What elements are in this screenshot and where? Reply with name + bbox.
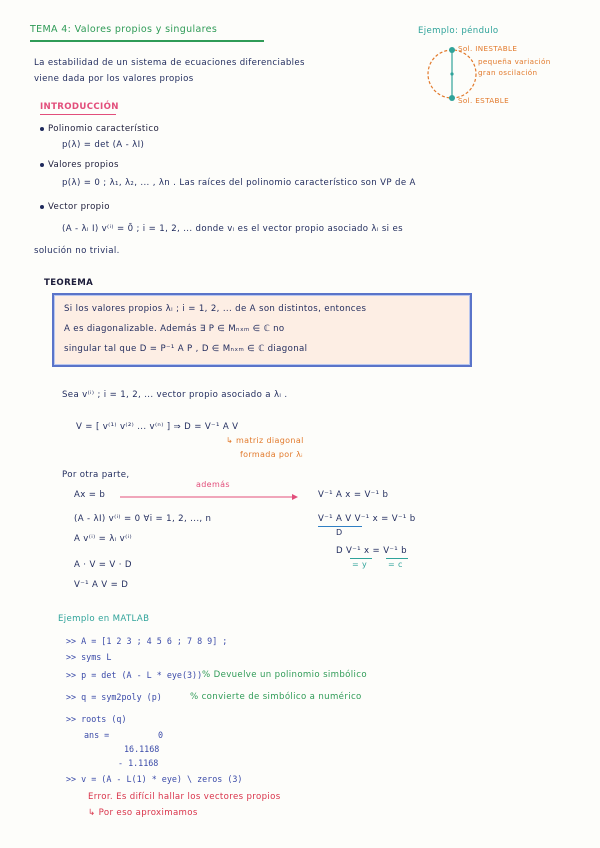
arrow-icon [120,491,300,503]
ademas-label: además [196,480,230,489]
ademas-arrow [120,488,300,500]
intro-line-1: La estabilidad de un sistema de ecuaciones diferenciables [34,58,305,68]
pendulum-big-oscillation: gran oscilación [478,68,538,77]
eq-vavv: V⁻¹ A V V⁻¹ x = V⁻¹ b [318,514,416,524]
matlab-line-2: >> syms L [66,652,112,662]
eq-av-lambda: A v⁽ⁱ⁾ = λᵢ v⁽ⁱ⁾ [74,534,132,544]
matlab-line-5: >> roots (q) [66,714,127,724]
bullet-dot [40,205,44,209]
matlab-error-line: Error. Es difícil hallar los vectores propios [88,792,281,802]
eq-v-inverse-av-d: V⁻¹ A V = D [74,580,129,590]
bullet-vector-propio [40,202,110,212]
d-label: D [336,528,343,537]
bullet-valores-label: Valores propios [48,160,119,170]
matlab-ans-label: ans = [84,730,110,740]
por-otra-heading: Por otra parte, [62,470,130,480]
eq-v-inverse-ax: V⁻¹ A x = V⁻¹ b [318,490,389,500]
teorema-line-2: A es diagonalizable. Además ∃ P ∈ Mₙₓₘ ∈ ℂ no [64,324,285,334]
intro-line-2: viene dada por los valores propios [34,74,194,84]
pendulum-estable-label: Sol. ESTABLE [458,96,510,105]
vector-propio-text-1: (A - λᵢ I) v⁽ⁱ⁾ = 0̄ ; i = 1, 2, ... donde vᵢ es el vector propio asociado λᵢ si es [62,224,403,234]
matlab-root-1: 0 [158,730,164,740]
matlab-line-1: >> A = [1 2 3 ; 4 5 6 ; 7 8 9] ; [66,636,228,646]
pendulum-example-title: Ejemplo: péndulo [418,26,499,36]
v-matrix-formula: V = [ v⁽¹⁾ v⁽²⁾ ... v⁽ⁿ⁾ ] ⇒ D = V⁻¹ A V [76,422,239,432]
teorema-heading: TEOREMA [44,278,94,288]
matlab-line-6: >> v = (A - L(1) * eye) \ zeros (3) [66,774,243,784]
y-label: = y [352,560,368,569]
eq-ax-b: Ax = b [74,490,106,500]
matlab-line-4: >> q = sym2poly (p) [66,692,162,702]
teorema-line-3: singular tal que D = P⁻¹ A P , D ∈ Mₙₓₘ ∈ ℂ diagonal [64,344,308,354]
c-label: = c [388,560,403,569]
c-underline [386,558,408,559]
matlab-comment-3: % Devuelve un polinomio simbólico [202,670,367,680]
pendulum-inestable-label: Sol. INESTABLE [458,44,518,53]
introduccion-underline [40,114,116,115]
matlab-error-note: ↳ Por eso aproximamos [88,808,198,818]
matlab-root-2: 16.1168 [124,744,160,754]
eq-dv-inverse: D V⁻¹ x = V⁻¹ b [336,546,407,556]
matlab-heading: Ejemplo en MATLAB [58,614,150,624]
vector-propio-text-2: solución no trivial. [34,246,120,256]
vav-underline [318,526,362,527]
bullet-valores-propios [40,160,119,170]
bullet-polinomio [40,124,159,134]
y-underline [350,558,372,559]
matriz-diagonal-note: ↳ matriz diagonal [226,436,304,445]
eq-av-vd: A · V = V · D [74,560,132,570]
matlab-line-3: >> p = det (A - L * eye(3)) [66,670,203,680]
valores-propios-text: p(λ) = 0 ; λ₁, λ₂, ... , λn . Las raíces del polinomio característico son VP de A [62,178,416,188]
sea-line: Sea v⁽ⁱ⁾ ; i = 1, 2, ... vector propio asociado a λᵢ . [62,390,288,400]
bullet-polinomio-label: Polinomio característico [48,124,160,134]
bullet-dot [40,127,44,131]
bullet-vector-label: Vector propio [48,202,110,212]
matlab-root-3: - 1.1168 [118,758,159,768]
page-title: TEMA 4: Valores propios y singulares [30,24,218,35]
title-underline [30,40,264,42]
teorema-line-1: Si los valores propios λᵢ ; i = 1, 2, ... de A son distintos, entonces [64,304,367,314]
bullet-dot [40,163,44,167]
polinomio-formula: p(λ) = det (A - λI) [62,140,145,150]
section-introduccion-heading: INTRODUCCIÓN [40,102,119,112]
pendulum-small-variation: pequeña variación [478,57,551,66]
eq-eigen: (A - λI) v⁽ⁱ⁾ = 0 ∀i = 1, 2, ..., n [74,514,212,524]
formada-por-note: formada por λᵢ [240,450,303,459]
matlab-comment-4: % convierte de simbólico a numérico [190,692,362,702]
